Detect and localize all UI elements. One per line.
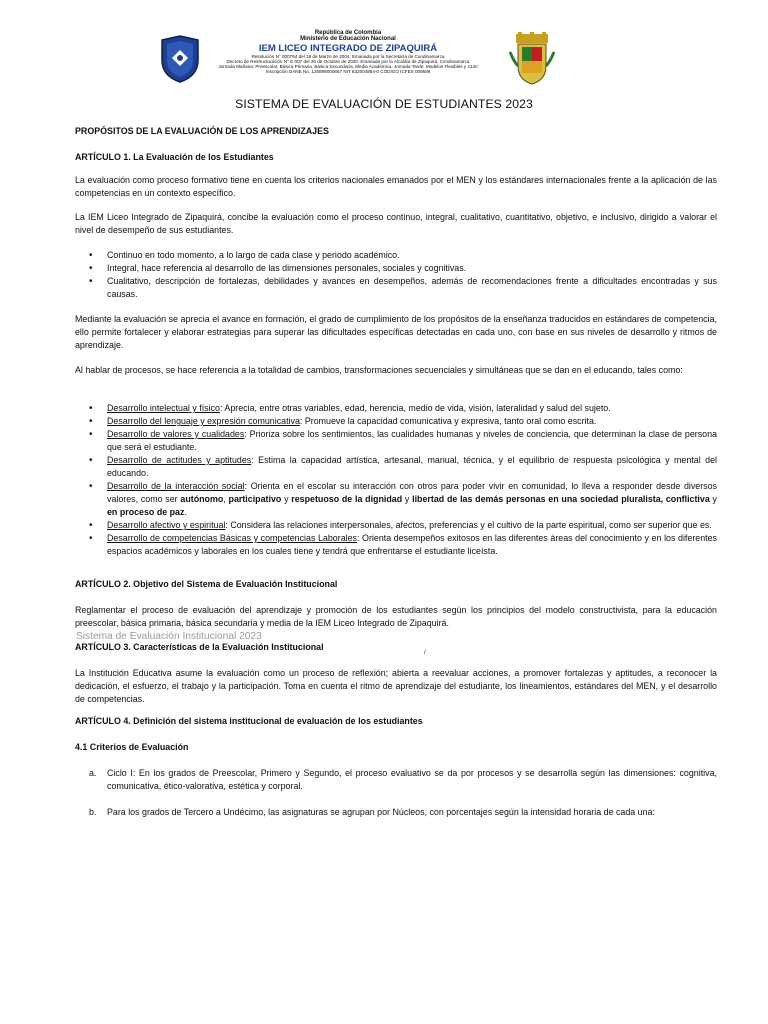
article-1-paragraph-2: La IEM Liceo Integrado de Zipaquirá, concibe la evaluación como el proceso continuo, integral, cualitativo, cuantitativo, objetivo, e inclusivo, dirigido a valorar el nivel de desempeño de sus estudiantes. xyxy=(75,212,717,235)
list-item-text: : Promueve la capacidad comunicativa y expresiva, tanto oral como escrita. xyxy=(299,416,597,426)
article-1-paragraph-4: Al hablar de procesos, se hace referencia a la totalidad de cambios, transformaciones secuenciales y simultáneas que se dan en el educando, tales como: xyxy=(75,365,683,375)
letterhead xyxy=(200,30,496,75)
article-1-paragraph-1: La evaluación como proceso formativo tiene en cuenta los criterios nacionales emanados por el MEN y los estándares internacionales frente a la aplicación de las competencias en un contexto específico. xyxy=(75,175,717,198)
criteria-subheading: 4.1 Criterios de Evaluación xyxy=(75,742,189,752)
list-item-text: y xyxy=(281,494,292,504)
article-2-heading: ARTÍCULO 2. Objetivo del Sistema de Evaluación Institucional xyxy=(75,579,338,589)
list-item-text: : Considera las relaciones interpersonales, afectos, preferencias y el cultivo de la parte espiritual, como ser superior que es. xyxy=(225,520,712,530)
list-item-term: Desarrollo de actitudes y aptitudes xyxy=(107,455,252,465)
list-item xyxy=(75,532,717,558)
school-crest-logo xyxy=(158,34,202,84)
list-item-text: : Prioriza sobre los sentimientos, las cualidades humanas y niveles de conciencia, que determinan la clase de persona que será el estudiante. xyxy=(107,429,717,452)
list-item xyxy=(75,806,717,819)
letterhead-resolution: Resolución N° 000764 del 18 de Marzo de 2004. Emanada por la Secretaría de Cundinamarca xyxy=(251,54,445,60)
list-item-bold: libertad de las demás personas en una sociedad pluralista, conflictiva xyxy=(412,494,710,504)
list-item-bold: en proceso de paz xyxy=(107,507,185,517)
list-item-text: : Aprecia, entre otras variables, edad, herencia, medio de vida, visión, lateralidad y salud del sujeto. xyxy=(219,403,611,413)
criteria-list xyxy=(75,767,717,819)
evaluation-traits-list xyxy=(75,249,717,301)
list-item-text: y xyxy=(402,494,413,504)
municipal-seal-logo xyxy=(508,32,556,86)
list-item xyxy=(75,519,717,532)
list-item xyxy=(75,454,717,480)
letterhead-decree: Decreto de Restructuración N° E 007 del 26 de Octubre de 2020. Emanada por la Alcaldía de Zipaquirá, Cundinamarca xyxy=(226,59,470,65)
list-item-text: : Orienta desempeños exitosos en las diferentes áreas del conocimiento y en los diferentes espacios académicos y laborales en los cuales tiene y tendrá que enfrentarse el estudiante liceísta. xyxy=(107,533,717,556)
list-item-bold: respetuoso de la dignidad xyxy=(291,494,403,504)
list-item-marker: a. xyxy=(89,768,97,778)
letterhead-registration: Inscripción DANE No. 125899000657 NIT 832004884-0 CÓDIGO ICFES 009589 xyxy=(265,69,431,75)
list-item: • Continuo en todo momento, a lo largo de cada clase y periodo académico. xyxy=(75,249,717,262)
list-item-term: Desarrollo de competencias Básicas y competencias Laborales xyxy=(107,533,357,543)
list-item: • Integral, hace referencia al desarrollo de las dimensiones personales, sociales y cognitivas. xyxy=(75,262,717,275)
list-item-text: , xyxy=(223,494,229,504)
list-item-text: Para los grados de Tercero a Undécimo, las asignaturas se agrupan por Núcleos, con porcentajes según la intensidad horaria de cada una: xyxy=(107,807,655,817)
list-item xyxy=(75,428,717,454)
article-2-paragraph-1: Reglamentar el proceso de evaluación del aprendizaje y promoción de los estudiantes según los principios del modelo constructivista, para la educación preescolar, básica primaria, básica secundaria y media de la IEM Liceo Integrado de Zipaquirá. xyxy=(75,605,717,628)
article-3-heading: ARTÍCULO 3. Características de la Evaluación Institucional xyxy=(75,642,324,652)
list-item-text: Ciclo I: En los grados de Preescolar, Primero y Segundo, el proceso evaluativo se da por procesos y se desarrolla según las dimensiones: cognitiva, comunicativa, ético-valorativa, estética y corporal. xyxy=(107,768,717,791)
list-item-term: Desarrollo intelectual y físico xyxy=(107,403,220,413)
page-marker: / xyxy=(424,650,426,656)
list-item xyxy=(75,480,717,519)
section-heading-propositos: PROPÓSITOS DE LA EVALUACIÓN DE LOS APRENDIZAJES xyxy=(75,126,329,136)
document-title: SISTEMA DE EVALUACIÓN DE ESTUDIANTES 2023 xyxy=(235,97,533,111)
list-item: • Cualitativo, descripción de fortalezas, debilidades y avances en desempeños, además de recomendaciones frente a dificultades encontradas y sus causas. xyxy=(75,275,717,301)
letterhead-schedule: Jornada Mañana: Preescolar, Básica Primaria, Básica Secundaria, Media Académica. Jornada Tarde: Modelos Flexibles y CLEI xyxy=(218,64,478,70)
article-4-heading: ARTÍCULO 4. Definición del sistema institucional de evaluación de los estudiantes xyxy=(75,716,423,726)
letterhead-school-name: IEM LICEO INTEGRADO DE ZIPAQUIRÁ xyxy=(258,42,438,54)
article-1-heading: ARTÍCULO 1. La Evaluación de los Estudiantes xyxy=(75,152,274,162)
list-item-text: : Orienta en el escolar su interacción con otros para poder vivir en comunidad, lo lleva a responder desde diversos valores, como ser xyxy=(107,481,717,504)
list-item xyxy=(75,767,717,793)
development-processes-list xyxy=(75,402,717,558)
list-item-marker: b. xyxy=(89,807,97,817)
list-item xyxy=(75,415,717,428)
letterhead-country: República de Colombia xyxy=(314,30,382,36)
list-item-term: Desarrollo afectivo y espiritual xyxy=(107,520,226,530)
list-item-text: y xyxy=(709,494,717,504)
list-item-bold: autónomo xyxy=(180,494,224,504)
list-item-text: : Estima la capacidad artística, artesanal, manual, técnica, y el equilibrio de respuesta psicológica y mental del educando. xyxy=(107,455,717,478)
article-1-paragraph-3: Mediante la evaluación se aprecia el avance en formación, el grado de cumplimiento de los propósitos de la enseñanza traducidos en estándares de competencia, ello permite fortalecer y elaborar estrategias para superar las dificultades específicas detectadas en cada uno, con base en sus niveles de desarrollo y ritmos de aprendizaje. xyxy=(75,314,717,350)
footer-watermark: Sistema de Evaluación Institucional 2023 xyxy=(76,631,262,642)
list-item-term: Desarrollo de la interacción social xyxy=(107,481,245,491)
list-item-text: . xyxy=(184,507,187,517)
list-item-bold: participativo xyxy=(228,494,282,504)
letterhead-ministry: Ministerio de Educación Nacional xyxy=(300,36,396,43)
list-item-term: Desarrollo de valores y cualidades xyxy=(107,429,245,439)
article-3-paragraph-1: La Institución Educativa asume la evaluación como un proceso de reflexión; abierta a reevaluar acciones, a promover fortalezas y aptitudes, a reconocer la dedicación, el esfuerzo, el trabajo y la participación. Toma en cuenta el ritmo de aprendizaje del estudiante, los lineamientos, estándares del MEN, y el desarrollo de competencias. xyxy=(75,668,717,704)
list-item xyxy=(75,402,717,415)
list-item-term: Desarrollo del lenguaje y expresión comunicativa xyxy=(107,416,300,426)
